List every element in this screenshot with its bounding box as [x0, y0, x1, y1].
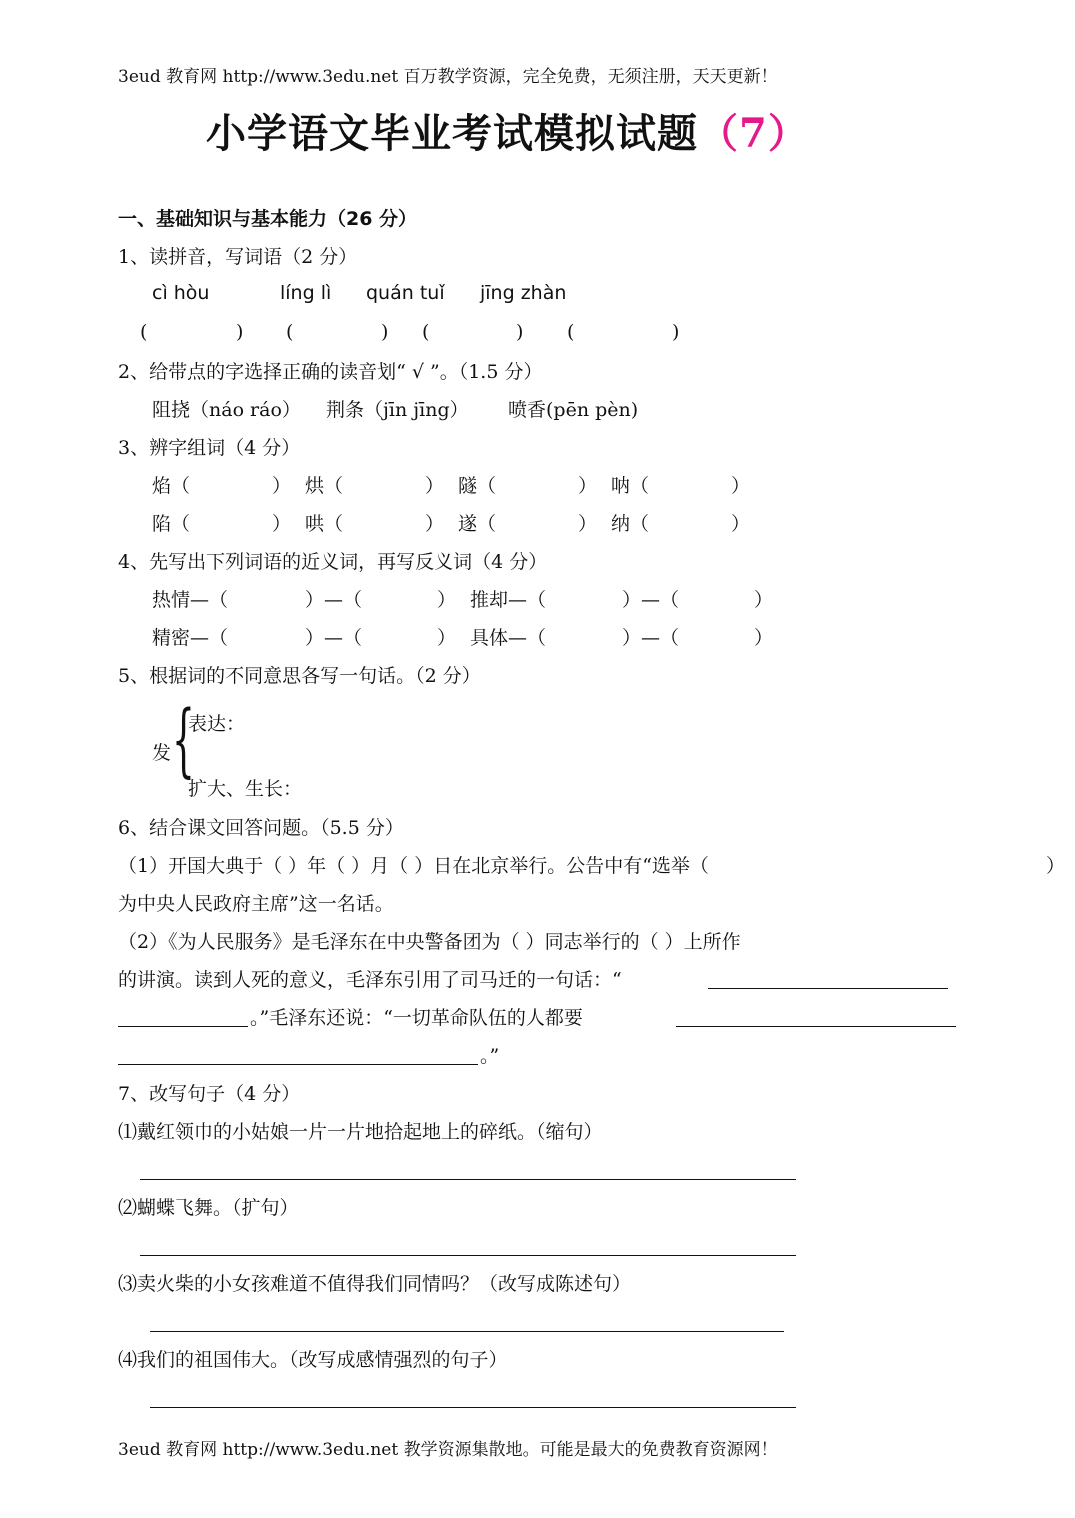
char-item-close: ）: [272, 513, 292, 535]
word-item: 热情—（: [152, 589, 229, 611]
polysemous-char: 发: [152, 742, 172, 764]
char-item: 遂（: [458, 513, 497, 535]
char-item: 纳（: [611, 513, 650, 535]
char-item-close: ）: [731, 513, 751, 535]
rewrite-item-4: ⑷我们的祖国伟大。（改写成感情强烈的句子）: [118, 1349, 508, 1371]
word-item: 具体—（: [470, 627, 547, 649]
word-item-close: ）: [754, 589, 774, 611]
q6-line-3: （2）《为人民服务》是毛泽东在中央警备团为（ ）同志举行的（ ）上所作: [118, 931, 741, 953]
q6-line-5: 。”毛泽东还说：“一切革命队伍的人都要: [250, 1007, 583, 1029]
page-title: [206, 102, 809, 159]
word-item-mid: ）—（: [622, 627, 680, 649]
word-item-mid: ）—（: [622, 589, 680, 611]
answer-line[interactable]: [118, 1026, 248, 1027]
char-item: 隧（: [458, 475, 497, 497]
meaning-2: 扩大、生长：: [188, 778, 303, 800]
word-item-mid: ）—（: [305, 589, 363, 611]
q6-line-1-close: ）: [1046, 855, 1066, 877]
q6-line-1: （1）开国大典于（ ）年（ ）月（ ）日在北京举行。公告中有“选举（: [118, 855, 709, 877]
question-1-prompt: 1、读拼音，写词语（2 分）: [118, 246, 358, 268]
curly-brace-icon: {: [172, 693, 195, 786]
q6-line-2: 为中央人民政府主席”这一名话。: [118, 893, 394, 915]
answer-line[interactable]: [118, 1064, 478, 1065]
char-item: 陷（: [152, 513, 191, 535]
section-heading: 一、基础知识与基本能力（26 分）: [118, 208, 418, 230]
word-item: 精密—（: [152, 627, 229, 649]
page-footer: 3eud 教育网 http://www.3edu.net 教学资源集散地。可能是最大的免费教育资源网！: [118, 1440, 778, 1460]
word-item-close: ）: [754, 627, 774, 649]
word-item-mid: ）—（: [305, 627, 363, 649]
rewrite-item-1: ⑴戴红领巾的小姑娘一片一片地拾起地上的碎纸。（缩句）: [118, 1121, 603, 1143]
char-item: 呐（: [611, 475, 650, 497]
answer-blank-close: ): [516, 321, 524, 343]
answer-line[interactable]: [676, 1026, 956, 1027]
question-3-prompt: 3、辨字组词（4 分）: [118, 437, 301, 459]
answer-blank-close: ): [672, 321, 680, 343]
rewrite-item-3: ⑶卖火柴的小女孩难道不值得我们同情吗？（改写成陈述句）: [118, 1273, 632, 1295]
char-item-close: ）: [425, 475, 445, 497]
answer-blank-close: ): [236, 321, 244, 343]
reading-choice-3: 喷香(pēn pèn): [508, 399, 639, 421]
question-4-prompt: 4、先写出下列词语的近义词，再写反义词（4 分）: [118, 551, 548, 573]
char-item-close: ）: [731, 475, 751, 497]
char-item-close: ）: [272, 475, 292, 497]
char-item-close: ）: [578, 475, 598, 497]
pinyin-1: cì hòu: [152, 282, 210, 304]
answer-blank-open: (: [567, 321, 575, 343]
char-item: 焰（: [152, 475, 191, 497]
q6-line-6: 。”: [480, 1045, 500, 1067]
question-7-prompt: 7、改写句子（4 分）: [118, 1083, 301, 1105]
char-item-close: ）: [578, 513, 598, 535]
title-main: 小学语文毕业考试模拟试题: [206, 110, 698, 157]
answer-blank-open: (: [286, 321, 294, 343]
answer-line[interactable]: [140, 1179, 796, 1180]
meaning-1: 表达：: [188, 713, 246, 735]
pinyin-2: líng lì: [280, 282, 332, 304]
answer-line[interactable]: [140, 1255, 796, 1256]
answer-blank-open: (: [140, 321, 148, 343]
answer-line[interactable]: [150, 1331, 784, 1332]
reading-choice-2: 荆条（jīn jīng）: [326, 399, 469, 421]
char-item: 哄（: [305, 513, 344, 535]
answer-blank-close: ): [381, 321, 389, 343]
pinyin-4: jīng zhàn: [480, 282, 567, 304]
title-number: （7）: [698, 110, 809, 157]
char-item: 烘（: [305, 475, 344, 497]
question-6-prompt: 6、结合课文回答问题。（5.5 分）: [118, 817, 404, 839]
q6-line-4: 的讲演。读到人死的意义，毛泽东引用了司马迁的一句话：“: [118, 969, 622, 991]
answer-line[interactable]: [150, 1407, 796, 1408]
word-item-close: ）: [437, 589, 457, 611]
word-item: 推却—（: [470, 589, 547, 611]
question-2-prompt: 2、给带点的字选择正确的读音划“ √ ”。（1.5 分）: [118, 361, 543, 383]
answer-blank-open: (: [422, 321, 430, 343]
word-item-close: ）: [437, 627, 457, 649]
page-header: 3eud 教育网 http://www.3edu.net 百万教学资源，完全免费，无须注册，天天更新！: [118, 67, 778, 87]
reading-choice-1: 阻挠（náo ráo）: [152, 399, 301, 421]
char-item-close: ）: [425, 513, 445, 535]
pinyin-3: quán tuǐ: [366, 282, 445, 304]
rewrite-item-2: ⑵蝴蝶飞舞。（扩句）: [118, 1197, 299, 1219]
answer-line[interactable]: [708, 988, 948, 989]
question-5-prompt: 5、根据词的不同意思各写一句话。（2 分）: [118, 665, 481, 687]
